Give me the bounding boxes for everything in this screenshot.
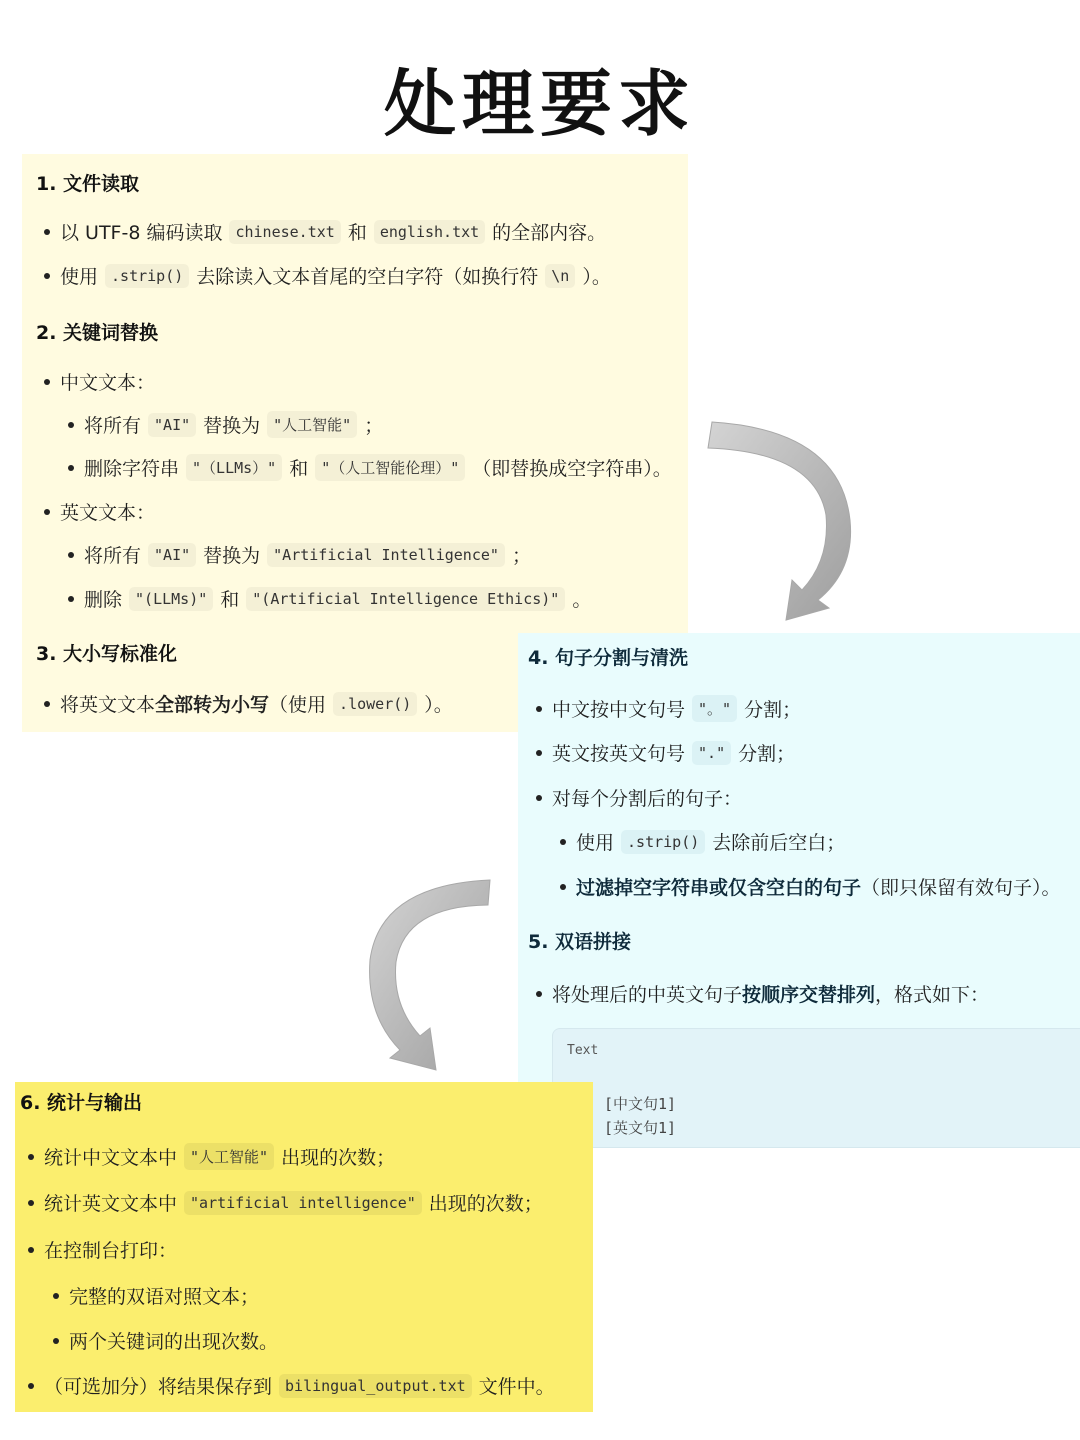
- item-text: 对每个分割后的句子：: [552, 788, 743, 810]
- item-text: 删除: [84, 589, 123, 611]
- item-text: 完整的双语对照文本；: [69, 1286, 260, 1308]
- item-text: （使用: [269, 694, 327, 716]
- section-title-sentence-split: 4. 句子分割与清洗: [528, 647, 689, 669]
- bullet-icon: [53, 1293, 59, 1299]
- bullet-icon: [44, 701, 50, 707]
- inline-code: "AI": [148, 543, 196, 567]
- bullet-icon: [44, 379, 50, 385]
- item-text: 以 UTF-8 编码读取: [60, 222, 223, 244]
- section-title-keyword-replace: 2. 关键词替换: [36, 322, 159, 344]
- bullet-icon: [536, 991, 542, 997]
- code-line: [中文句1]: [604, 1095, 677, 1113]
- item-text: 分割；: [744, 699, 802, 721]
- inline-code: .strip(): [105, 264, 189, 288]
- item-text: （可选加分）将结果保存到: [44, 1376, 273, 1398]
- item-text: 的全部内容。: [492, 222, 607, 244]
- item-text: 和: [220, 589, 240, 611]
- bullet-icon: [68, 552, 74, 558]
- item-strong-text: 按顺序交替排列: [742, 984, 876, 1006]
- item-text: 将所有: [84, 545, 142, 567]
- list-item: [28, 1189, 543, 1216]
- list-item: [44, 218, 606, 245]
- list-item: [536, 784, 742, 811]
- curved-arrow-down-right-icon: [370, 880, 490, 1070]
- inline-code: "人工智能": [184, 1143, 274, 1170]
- item-text: 分割；: [738, 743, 796, 765]
- bullet-icon: [28, 1383, 34, 1389]
- list-item: [68, 454, 672, 481]
- curved-arrow-down-left-icon: [708, 422, 851, 620]
- item-text: 在控制台打印：: [44, 1240, 178, 1262]
- item-text: 统计英文文本中: [44, 1193, 178, 1215]
- item-text: ）。: [582, 266, 611, 288]
- item-text: 去除读入文本首尾的空白字符（如换行符: [196, 266, 539, 288]
- inline-code: "(LLMs)": [129, 587, 213, 611]
- bullet-icon: [28, 1154, 34, 1160]
- item-text: 出现的次数；: [428, 1193, 543, 1215]
- item-text: 将所有: [84, 415, 142, 437]
- item-text: 删除字符串: [84, 458, 180, 480]
- item-text: 和: [347, 222, 367, 244]
- inline-code: "（人工智能伦理）": [315, 454, 465, 481]
- inline-code: \n: [545, 264, 575, 288]
- item-text: 英文按英文句号: [552, 743, 686, 765]
- bullet-icon: [536, 706, 542, 712]
- item-text: 。: [572, 589, 592, 611]
- inline-code: "Artificial Intelligence": [267, 543, 505, 567]
- bullet-icon: [28, 1200, 34, 1206]
- item-text: 出现的次数；: [281, 1147, 396, 1169]
- list-item: [68, 411, 383, 438]
- bullet-icon: [28, 1247, 34, 1253]
- inline-code: "人工智能": [267, 411, 357, 438]
- bullet-icon: [536, 750, 542, 756]
- item-text: 使用: [60, 266, 99, 288]
- inline-code: ".": [692, 741, 731, 765]
- list-item: [28, 1143, 395, 1170]
- list-item: [44, 368, 155, 395]
- inline-code: .strip(): [621, 830, 705, 854]
- inline-code: english.txt: [374, 220, 485, 244]
- section-title-bilingual-join: 5. 双语拼接: [528, 931, 632, 953]
- inline-code: "。": [692, 695, 737, 722]
- item-text: 中文文本：: [60, 372, 156, 394]
- inline-code: "(Artificial Intelligence Ethics)": [246, 587, 565, 611]
- bullet-icon: [560, 839, 566, 845]
- item-text: （即只保留有效句子）。: [861, 877, 1061, 899]
- item-text: 将英文文本: [60, 694, 156, 716]
- inline-code: "（LLMs）": [186, 454, 282, 481]
- bullet-icon: [68, 422, 74, 428]
- list-item: [44, 498, 155, 525]
- item-text: 两个关键词的出现次数。: [69, 1331, 279, 1353]
- bullet-icon: [68, 596, 74, 602]
- item-text: ；: [511, 545, 531, 567]
- item-strong-text: 全部转为小写: [155, 694, 270, 716]
- bullet-icon: [44, 229, 50, 235]
- item-strong-text: 过滤掉空字符串或仅含空白的句子: [576, 877, 862, 899]
- item-text: ）。: [424, 694, 453, 716]
- item-text: ；: [364, 415, 384, 437]
- code-block-language-label: Text: [567, 1043, 599, 1058]
- item-text: 中文按中文句号: [552, 699, 686, 721]
- list-item: [536, 695, 801, 722]
- list-item: [53, 1282, 259, 1309]
- bullet-icon: [44, 273, 50, 279]
- item-text: 将处理后的中英文句子: [552, 984, 743, 1006]
- item-text: 使用: [576, 832, 615, 854]
- code-line: [英文句1]: [604, 1119, 677, 1137]
- inline-code: "AI": [148, 413, 196, 437]
- list-item: [44, 262, 611, 289]
- item-text: 文件中。: [478, 1376, 555, 1398]
- requirements-card-2: [518, 633, 1080, 1138]
- section-title-case-normalize: 3. 大小写标准化: [36, 643, 178, 665]
- bullet-icon: [68, 465, 74, 471]
- section-title-stats-output: 6. 统计与输出: [20, 1092, 143, 1114]
- item-text: （即替换成空字符串）。: [472, 458, 672, 480]
- item-text: ，格式如下：: [875, 984, 990, 1006]
- bullet-icon: [536, 795, 542, 801]
- section-title-file-read: 1. 文件读取: [36, 173, 140, 195]
- list-item: [28, 1372, 555, 1399]
- list-item: [560, 873, 1061, 900]
- page-title: 处理要求: [383, 62, 696, 146]
- bullet-icon: [560, 884, 566, 890]
- list-item: [28, 1236, 177, 1263]
- inline-code: bilingual_output.txt: [279, 1374, 472, 1398]
- list-item: [536, 980, 989, 1007]
- item-text: 统计中文文本中: [44, 1147, 178, 1169]
- item-text: 替换为: [203, 545, 261, 567]
- item-text: 和: [289, 458, 309, 480]
- item-text: 英文文本：: [60, 502, 156, 524]
- item-text: 替换为: [203, 415, 261, 437]
- list-item: [68, 585, 591, 612]
- list-item: [44, 690, 453, 717]
- list-item: [536, 739, 795, 766]
- list-item: [560, 828, 845, 855]
- inline-code: .lower(): [333, 692, 417, 716]
- requirements-card-3: [15, 1082, 593, 1412]
- list-item: [53, 1327, 278, 1354]
- bullet-icon: [44, 509, 50, 515]
- item-text: 去除前后空白；: [712, 832, 846, 854]
- inline-code: "artificial intelligence": [184, 1191, 422, 1215]
- bullet-icon: [53, 1338, 59, 1344]
- inline-code: chinese.txt: [229, 220, 340, 244]
- list-item: [68, 541, 531, 568]
